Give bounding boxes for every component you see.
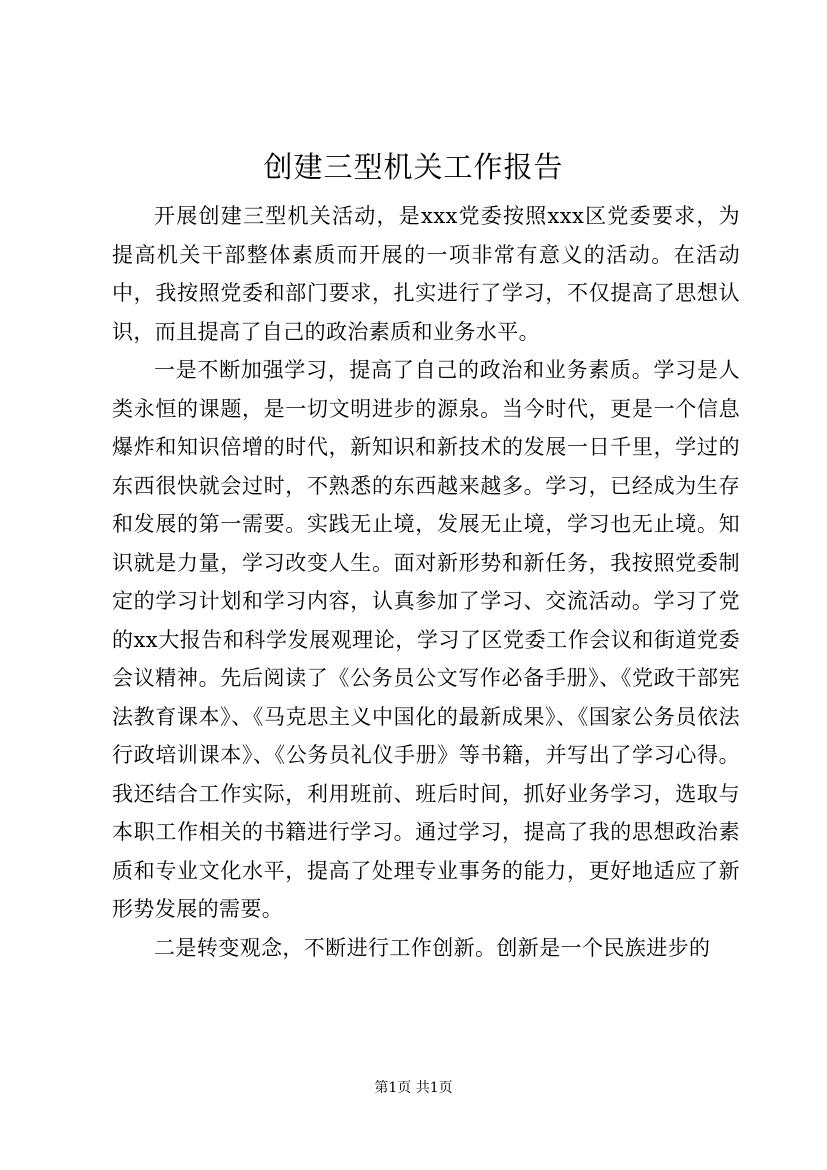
paragraph-intro: 开展创建三型机关活动，是xxx党委按照xxx区党委要求，为提高机关干部整体素质而开展的一项非常有意义的活动。在活动中，我按照党委和部门要求，扎实进行了学习，不仅提高了思想认识，而且提高了自己的政治素质和业务水平。 [112, 204, 740, 344]
paragraph-innovation: 二是转变观念，不断进行工作创新。创新是一个民族进步的 [154, 935, 711, 960]
document-body [112, 197, 740, 967]
document-title: 创建三型机关工作报告 [263, 150, 564, 184]
page-number-label: 第1页 共1页 [374, 1080, 453, 1096]
paragraph-study: 一是不断加强学习，提高了自己的政治和业务素质。学习是人类永恒的课题，是一切文明进步的源泉。当今时代，更是一个信息爆炸和知识倍增的时代，新知识和新技术的发展一日千里，学过的东西很快就会过时，不熟悉的东西越来越多。学习，已经成为生存和发展的第一需要。实践无止境，发展无止境，学习也无止境。知识就是力量，学习改变人生。面对新形势和新任务，我按照党委制定的学习计划和学习内容，认真参加了学习、交流活动。学习了党的xx大报告和科学发展观理论，学习了区党委工作会议和街道党委会议精神。先后阅读了《公务员公文写作必备手册》、《党政干部宪法教育课本》、《马克思主义中国化的最新成果》、《国家公务员依法行政培训课本》、《公务员礼仪手册》等书籍，并写出了学习心得。我还结合工作实际，利用班前、班后时间，抓好业务学习，选取与本职工作相关的书籍进行学习。通过学习，提高了我的思想政治素质和专业文化水平，提高了处理专业事务的能力，更好地适应了新形势发展的需要。 [112, 358, 740, 921]
page-footer [0, 1078, 827, 1098]
